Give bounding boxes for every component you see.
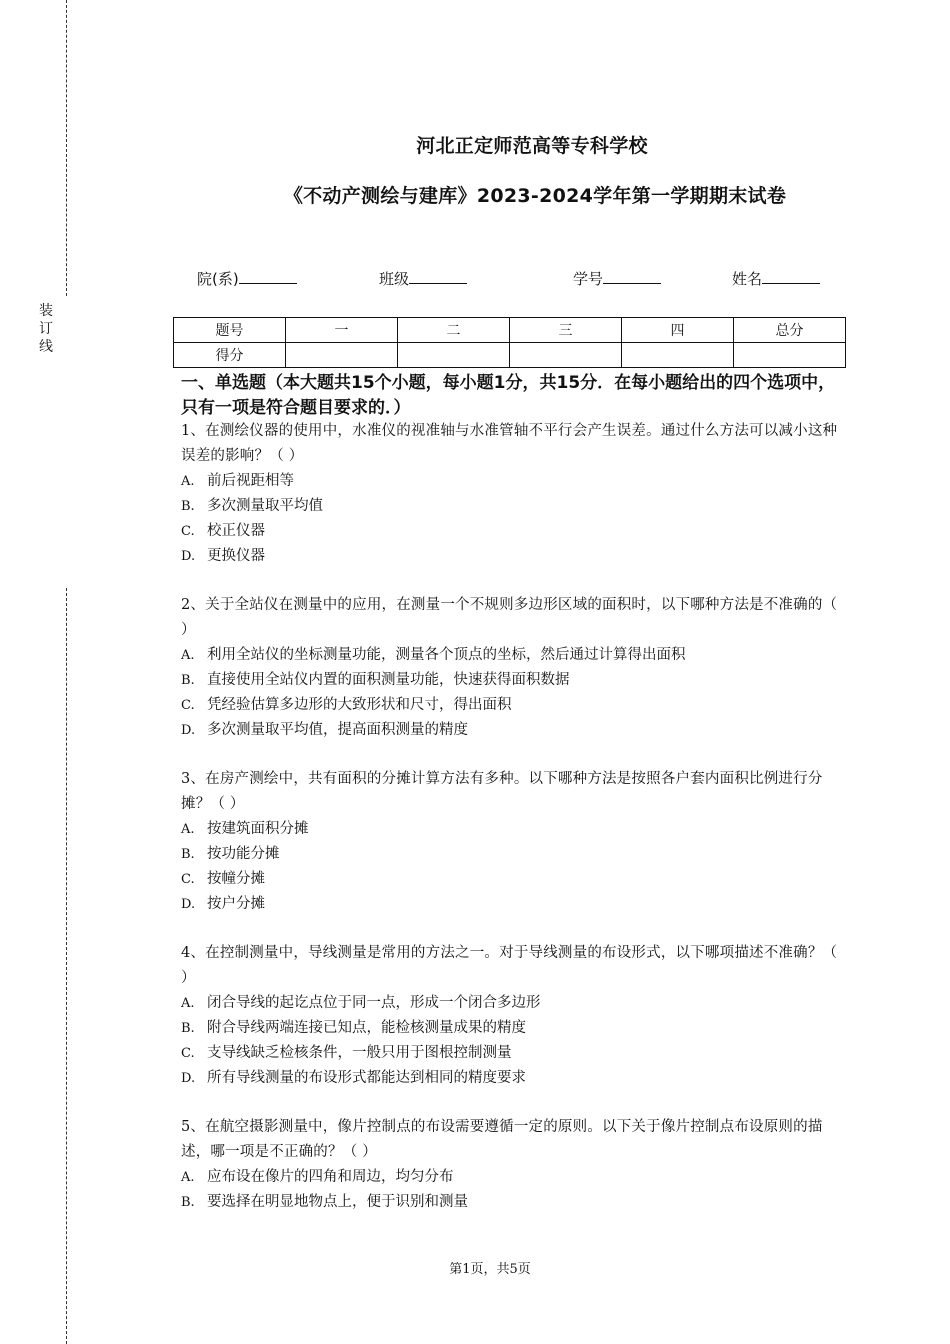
name-field[interactable] xyxy=(732,268,820,289)
department-blank[interactable] xyxy=(239,269,297,284)
option-letter: B. xyxy=(181,499,195,514)
department-field[interactable] xyxy=(197,268,297,289)
option-letter: D. xyxy=(181,1071,196,1086)
question-item xyxy=(181,767,841,917)
question-item xyxy=(181,941,841,1091)
score-row-label: 得分 xyxy=(174,343,286,368)
question-option xyxy=(181,494,841,519)
student-id-label: 学号 xyxy=(573,270,604,288)
option-text: 应布设在像片的四角和周边，均匀分布 xyxy=(207,1169,454,1185)
option-text: 凭经验估算多边形的大致形状和尺寸，得出面积 xyxy=(207,697,512,713)
score-header-cell: 二 xyxy=(398,318,510,343)
option-text: 直接使用全站仪内置的面积测量功能，快速获得面积数据 xyxy=(207,672,570,688)
department-label: 院(系) xyxy=(197,270,239,288)
school-title: 河北正定师范高等专科学校 xyxy=(416,135,648,157)
option-text: 多次测量取平均值，提高面积测量的精度 xyxy=(207,722,468,738)
option-letter: A. xyxy=(181,1170,195,1185)
option-letter: B. xyxy=(181,673,195,688)
option-text: 按功能分摊 xyxy=(207,846,280,862)
option-letter: A. xyxy=(181,474,195,489)
binding-dashed-line-bottom xyxy=(66,588,67,1344)
option-text: 所有导线测量的布设形式都能达到相同的精度要求 xyxy=(207,1070,526,1086)
option-text: 利用全站仪的坐标测量功能，测量各个顶点的坐标，然后通过计算得出面积 xyxy=(207,647,686,663)
question-option xyxy=(181,718,841,743)
score-table-score-row xyxy=(174,343,846,368)
student-id-field[interactable] xyxy=(573,268,661,289)
option-text: 要选择在明显地物点上，便于识别和测量 xyxy=(207,1194,468,1210)
section-heading: 一、单选题（本大题共15个小题，每小题1分，共15分．在每小题给出的四个选项中，只有一项是符合题目要求的．） xyxy=(181,373,836,418)
option-letter: B. xyxy=(181,847,195,862)
question-option xyxy=(181,544,841,569)
question-option xyxy=(181,892,841,917)
question-option xyxy=(181,643,841,668)
question-item xyxy=(181,593,841,743)
class-field[interactable] xyxy=(379,268,467,289)
option-text: 更换仪器 xyxy=(207,548,265,564)
score-header-cell: 题号 xyxy=(174,318,286,343)
option-letter: D. xyxy=(181,723,196,738)
student-id-blank[interactable] xyxy=(603,269,661,284)
question-stem: 3、在房产测绘中，共有面积的分摊计算方法有多种。以下哪种方法是按照各户套内面积比例进行分摊？（ ） xyxy=(181,771,823,812)
binding-label xyxy=(38,302,54,356)
score-header-cell: 三 xyxy=(510,318,622,343)
class-blank[interactable] xyxy=(409,269,467,284)
question-item xyxy=(181,1115,841,1215)
question-option xyxy=(181,817,841,842)
option-text: 按建筑面积分摊 xyxy=(207,821,309,837)
question-stem: 1、在测绘仪器的使用中，水准仪的视准轴与水准管轴不平行会产生误差。通过什么方法可以减小这种误差的影响？（ ） xyxy=(181,423,838,464)
option-letter: C. xyxy=(181,698,195,713)
question-option xyxy=(181,1016,841,1041)
option-text: 按幢分摊 xyxy=(207,871,265,887)
option-text: 多次测量取平均值 xyxy=(207,498,323,514)
option-letter: C. xyxy=(181,1046,195,1061)
option-letter: C. xyxy=(181,524,195,539)
binding-char: 装 xyxy=(39,303,53,319)
question-option xyxy=(181,842,841,867)
binding-char: 订 xyxy=(39,321,53,337)
option-text: 闭合导线的起讫点位于同一点，形成一个闭合多边形 xyxy=(207,995,541,1011)
score-table xyxy=(173,317,846,368)
score-cell[interactable] xyxy=(286,343,398,368)
option-letter: B. xyxy=(181,1021,195,1036)
option-letter: A. xyxy=(181,648,195,663)
question-option xyxy=(181,469,841,494)
question-stem: 4、在控制测量中，导线测量是常用的方法之一。对于导线测量的布设形式，以下哪项描述不准确？（ ） xyxy=(181,945,838,986)
question-option xyxy=(181,668,841,693)
question-stem: 2、关于全站仪在测量中的应用，在测量一个不规则多边形区域的面积时，以下哪种方法是不准确的（ ） xyxy=(181,597,838,638)
score-cell[interactable] xyxy=(622,343,734,368)
question-stem: 5、在航空摄影测量中，像片控制点的布设需要遵循一定的原则。以下关于像片控制点布设原则的描述，哪一项是不正确的？（ ） xyxy=(181,1119,823,1160)
question-item xyxy=(181,419,841,569)
option-text: 附合导线两端连接已知点，能检核测量成果的精度 xyxy=(207,1020,526,1036)
option-text: 前后视距相等 xyxy=(207,473,294,489)
option-text: 按户分摊 xyxy=(207,896,265,912)
option-letter: A. xyxy=(181,822,195,837)
score-table-header-row xyxy=(174,318,846,343)
question-option xyxy=(181,1066,841,1091)
score-cell[interactable] xyxy=(734,343,846,368)
option-letter: C. xyxy=(181,872,195,887)
page-footer: 第1页，共5页 xyxy=(449,1262,531,1277)
question-list xyxy=(181,419,841,1239)
question-option xyxy=(181,1041,841,1066)
name-label: 姓名 xyxy=(732,270,763,288)
class-label: 班级 xyxy=(379,270,410,288)
option-text: 支导线缺乏检核条件，一般只用于图根控制测量 xyxy=(207,1045,512,1061)
binding-char: 线 xyxy=(39,339,53,355)
question-option xyxy=(181,867,841,892)
score-cell[interactable] xyxy=(510,343,622,368)
option-letter: D. xyxy=(181,549,196,564)
option-letter: B. xyxy=(181,1195,195,1210)
name-blank[interactable] xyxy=(762,269,820,284)
student-info-row xyxy=(0,268,950,292)
question-option xyxy=(181,991,841,1016)
score-cell[interactable] xyxy=(398,343,510,368)
option-text: 校正仪器 xyxy=(207,523,265,539)
question-option xyxy=(181,693,841,718)
option-letter: A. xyxy=(181,996,195,1011)
score-header-cell: 四 xyxy=(622,318,734,343)
question-option xyxy=(181,519,841,544)
score-header-cell: 总分 xyxy=(734,318,846,343)
question-option xyxy=(181,1165,841,1190)
score-header-cell: 一 xyxy=(286,318,398,343)
question-option xyxy=(181,1190,841,1215)
exam-title: 《不动产测绘与建库》2023-2024学年第一学期期末试卷 xyxy=(283,185,787,207)
option-letter: D. xyxy=(181,897,196,912)
